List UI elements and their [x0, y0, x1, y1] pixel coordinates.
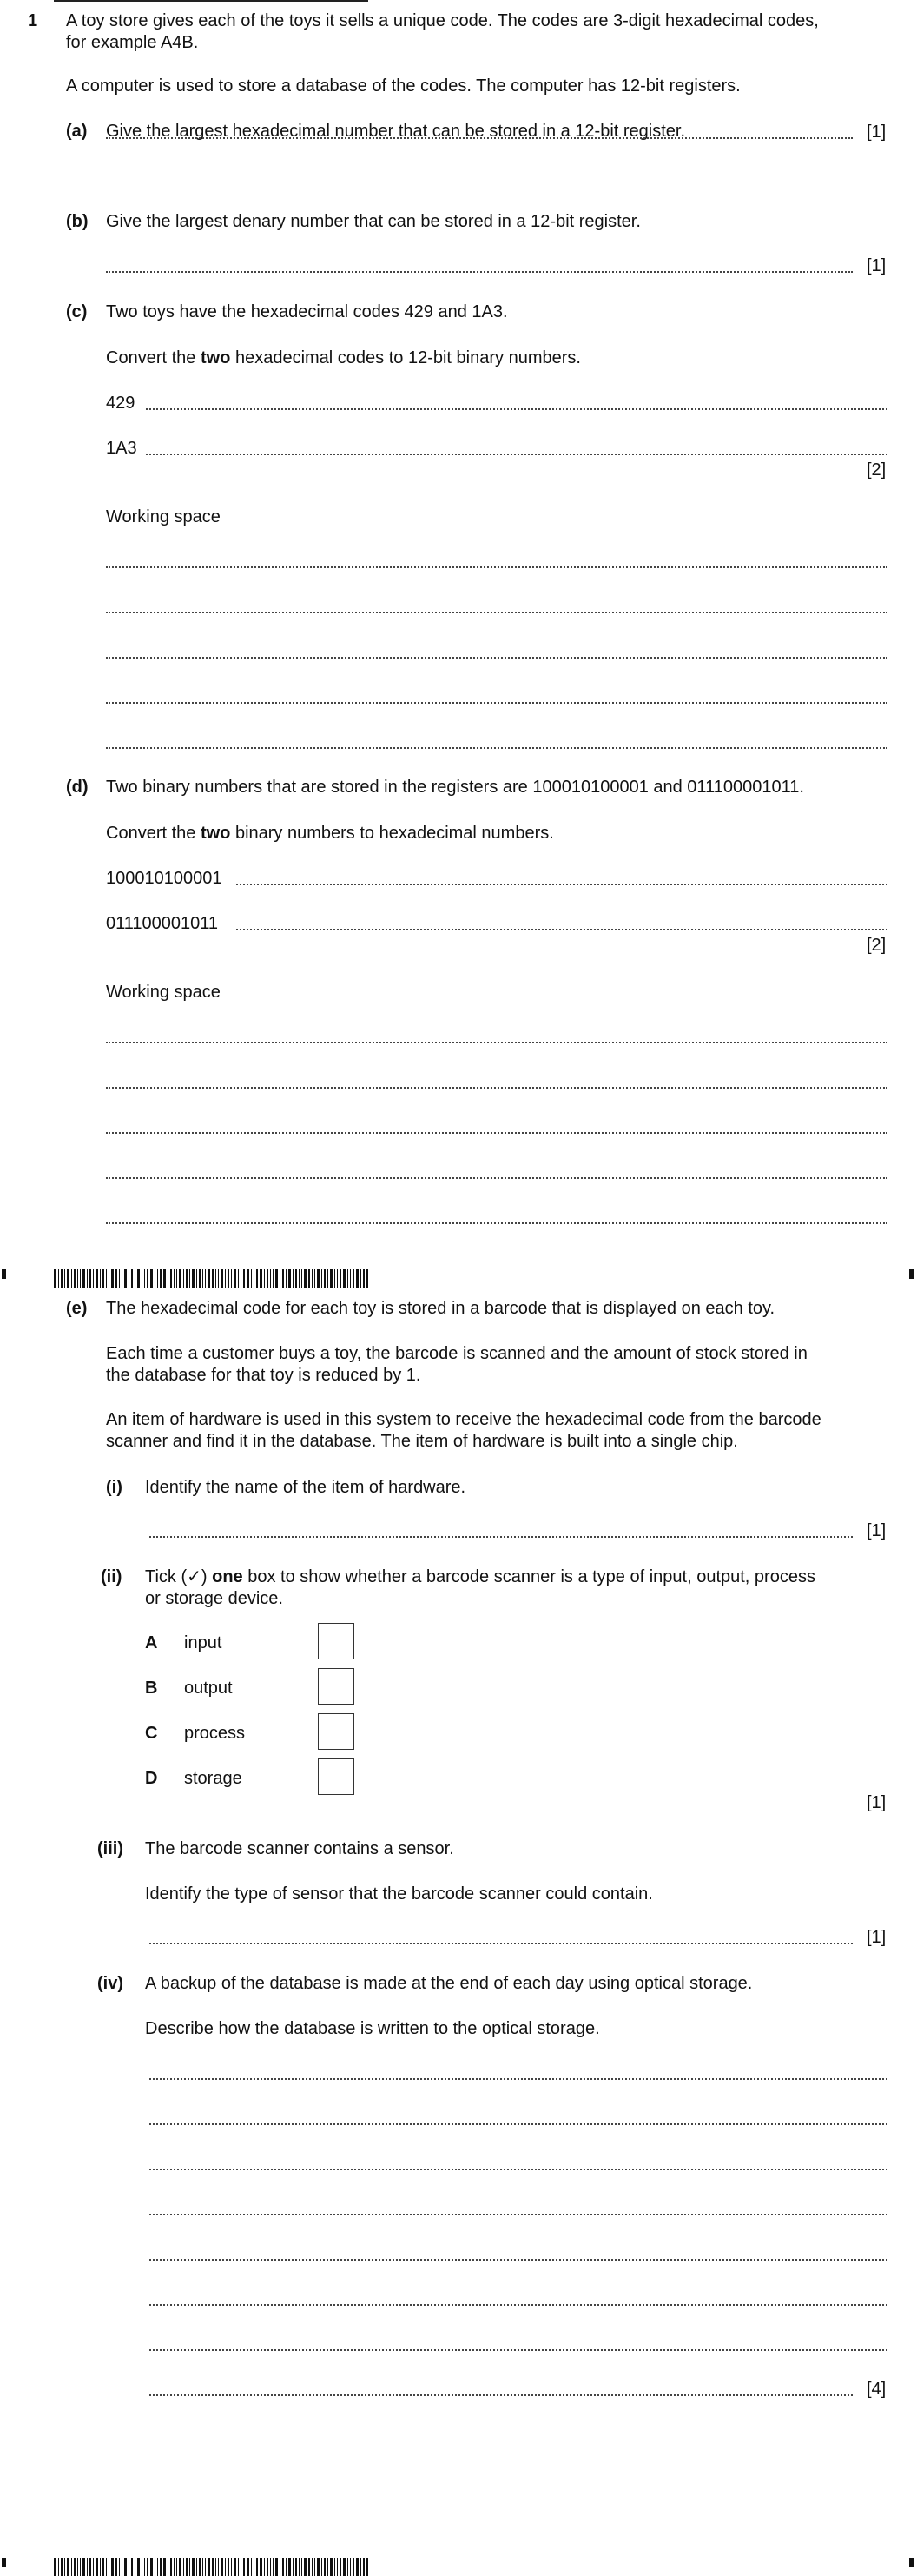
part-d-working-line[interactable] [106, 1177, 887, 1179]
part-c-instruction: Convert the two hexadecimal codes to 12-bit binary numbers. [106, 348, 581, 368]
part-d-instruction: Convert the two binary numbers to hexadecimal numbers. [106, 824, 554, 843]
part-e-iv-answer-line[interactable] [149, 2214, 887, 2215]
part-d-working-line[interactable] [106, 1042, 887, 1043]
part-d-number2-label: 011100001011 [106, 914, 219, 933]
part-e-iv-answer-line[interactable] [149, 2304, 887, 2306]
part-c-code1-label: 429 [106, 394, 135, 413]
part-e-iv-answer-line[interactable] [149, 2394, 853, 2396]
part-e-ii-label: (ii) [101, 1567, 122, 1586]
option-d-checkbox[interactable] [318, 1758, 354, 1795]
part-e-ii-marks: [1] [867, 1793, 887, 1812]
part-e-iv-answer-line[interactable] [149, 2169, 887, 2170]
question-intro-line1: A toy store gives each of the toys it sells a unique code. The codes are 3-digit hexadecimal codes, [66, 11, 819, 30]
part-d-number1-answer-line[interactable] [236, 884, 887, 885]
part-e-iv-answer-line[interactable] [149, 2078, 887, 2080]
part-e-i-question: Identify the name of the item of hardware. [145, 1478, 466, 1497]
part-b-question: Give the largest denary number that can be stored in a 12-bit register. [106, 212, 641, 231]
page-corner-mark-left [2, 1269, 6, 1279]
part-e-iv-answer-line[interactable] [149, 2259, 887, 2261]
part-a-marks: [1] [867, 123, 887, 142]
part-d-question: Two binary numbers that are stored in the registers are 100010100001 and 011100001011. [106, 778, 804, 797]
question-number: 1 [28, 11, 38, 30]
part-c-code1-answer-line[interactable] [146, 408, 887, 410]
part-e-iv-answer-line[interactable] [149, 2349, 887, 2351]
part-e-iii-label: (iii) [97, 1839, 123, 1858]
part-e-iv-marks: [4] [867, 2380, 887, 2399]
part-d-working-line[interactable] [106, 1087, 887, 1089]
option-letter: D [145, 1769, 158, 1788]
page-corner-mark-right [909, 1269, 914, 1279]
part-e-iii-answer-line[interactable] [149, 1943, 853, 1944]
option-b-checkbox[interactable] [318, 1668, 354, 1705]
part-e-iii-question: The barcode scanner contains a sensor. [145, 1839, 454, 1858]
part-e-ii-question-line2: or storage device. [145, 1589, 283, 1608]
part-e-paragraph1: The hexadecimal code for each toy is stored in a barcode that is displayed on each toy. [106, 1299, 775, 1318]
part-a-answer-line[interactable] [106, 137, 853, 139]
part-e-label: (e) [66, 1299, 88, 1318]
question-intro-line2: for example A4B. [66, 33, 199, 52]
part-d-working-line[interactable] [106, 1222, 887, 1224]
part-d-marks: [2] [867, 936, 887, 955]
option-a-checkbox[interactable] [318, 1623, 354, 1659]
part-c-question: Two toys have the hexadecimal codes 429 and 1A3. [106, 302, 508, 321]
part-c-working-line[interactable] [106, 747, 887, 749]
part-d-working-line[interactable] [106, 1132, 887, 1134]
option-letter: B [145, 1679, 158, 1698]
part-d-number2-answer-line[interactable] [236, 929, 887, 930]
option-label: process [184, 1724, 246, 1743]
part-c-label: (c) [66, 302, 88, 321]
part-c-working-line[interactable] [106, 657, 887, 659]
page-bottom-barcode [54, 2558, 368, 2576]
part-e-paragraph3-line1: An item of hardware is used in this system to receive the hexadecimal code from the barcode [106, 1410, 821, 1429]
option-letter: C [145, 1724, 158, 1743]
part-e-paragraph2-line2: the database for that toy is reduced by 1. [106, 1366, 421, 1385]
part-e-iv-answer-line[interactable] [149, 2123, 887, 2125]
part-e-iv-label: (iv) [97, 1974, 123, 1993]
part-e-iv-instruction: Describe how the database is written to the optical storage. [145, 2019, 600, 2038]
part-e-paragraph3-line2: scanner and find it in the database. The item of hardware is built into a single chip. [106, 1432, 738, 1451]
part-e-ii-question-line1: Tick (✓) one box to show whether a barcode scanner is a type of input, output, process [145, 1567, 815, 1586]
part-b-marks: [1] [867, 256, 887, 275]
part-d-working-label: Working space [106, 983, 221, 1002]
page-top-barcode [54, 0, 368, 3]
part-c-code2-label: 1A3 [106, 439, 137, 458]
part-e-i-marks: [1] [867, 1521, 887, 1540]
part-e-i-label: (i) [106, 1478, 122, 1497]
page-barcode [54, 1269, 368, 1288]
part-b-answer-line[interactable] [106, 271, 853, 273]
part-c-working-line[interactable] [106, 702, 887, 704]
part-a-label: (a) [66, 122, 88, 141]
part-c-working-line[interactable] [106, 566, 887, 568]
part-e-iii-marks: [1] [867, 1928, 887, 1947]
part-d-number1-label: 100010100001 [106, 869, 222, 888]
part-e-iii-instruction: Identify the type of sensor that the barcode scanner could contain. [145, 1884, 653, 1904]
option-label: output [184, 1679, 233, 1698]
option-label: input [184, 1633, 222, 1652]
part-e-i-answer-line[interactable] [149, 1536, 853, 1538]
option-label: storage [184, 1769, 242, 1788]
part-a-question: Give the largest hexadecimal number that can be stored in a 12-bit register. [106, 122, 686, 141]
part-c-working-label: Working space [106, 507, 221, 526]
option-c-checkbox[interactable] [318, 1713, 354, 1750]
part-b-label: (b) [66, 212, 89, 231]
part-c-marks: [2] [867, 460, 887, 480]
option-letter: A [145, 1633, 158, 1652]
part-d-label: (d) [66, 778, 89, 797]
page-corner-mark-left [2, 2558, 6, 2567]
part-e-iv-question: A backup of the database is made at the end of each day using optical storage. [145, 1974, 753, 1993]
part-c-code2-answer-line[interactable] [146, 454, 887, 455]
page-corner-mark-right [909, 2558, 914, 2567]
part-e-paragraph2-line1: Each time a customer buys a toy, the barcode is scanned and the amount of stock stored in [106, 1344, 808, 1363]
part-c-working-line[interactable] [106, 612, 887, 613]
question-intro2: A computer is used to store a database of the codes. The computer has 12-bit registers. [66, 76, 741, 96]
